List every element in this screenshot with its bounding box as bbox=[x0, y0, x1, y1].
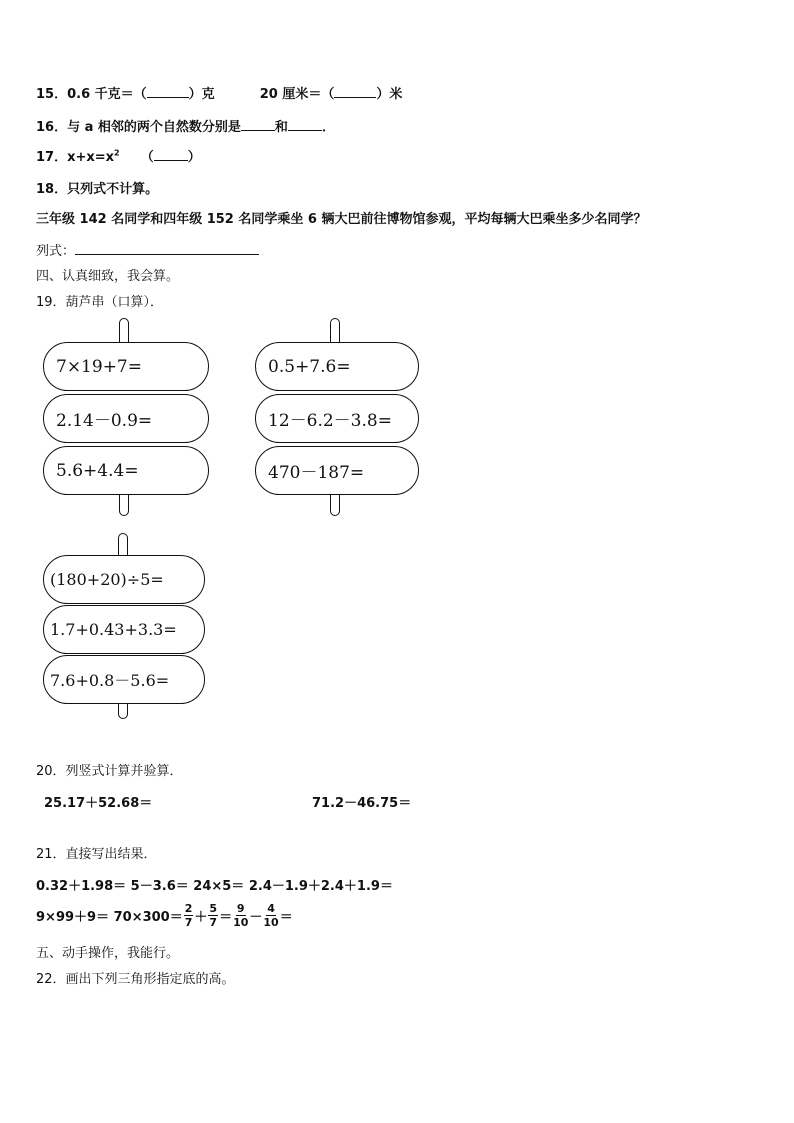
question-18-title: 18．只列式不计算。 bbox=[36, 182, 159, 197]
q17-blank bbox=[154, 147, 188, 161]
q15-part-2: 20 厘米＝（ bbox=[259, 87, 335, 102]
fraction-9-10: $\frac{9}{10}$ bbox=[233, 902, 249, 929]
q15-blank-2 bbox=[334, 84, 376, 98]
q15-blank-1 bbox=[147, 84, 189, 98]
q20-expression-1: 25.17＋52.68＝ bbox=[44, 796, 153, 811]
q20-expression-2: 71.2－46.75＝ bbox=[312, 796, 412, 811]
gourd-string-2 bbox=[255, 318, 419, 516]
q16-text: 16．与 a 相邻的两个自然数分别是 bbox=[36, 120, 241, 135]
q15-label: 15．0.6 千克＝（ bbox=[36, 87, 147, 102]
q15-unit-1: ）克 bbox=[188, 87, 215, 102]
q21-row-2-prefix: 9×99＋9＝ 70×300＝ bbox=[36, 910, 183, 925]
q16-blank-2 bbox=[288, 117, 322, 131]
plus-sign: ＋ bbox=[194, 910, 208, 925]
fraction-5-7: $\frac{5}{7}$ bbox=[209, 902, 218, 929]
fraction-2-7: $\frac{2}{7}$ bbox=[184, 902, 193, 929]
q16-mid: 和 bbox=[274, 120, 288, 135]
q18-answer-label: 列式： bbox=[36, 244, 76, 259]
question-15 bbox=[36, 83, 402, 102]
gourd-3-bead-3: 7.6+0.8－5.6= bbox=[43, 655, 205, 704]
q17-label: 17．x+x=x bbox=[36, 150, 115, 165]
gourd-3-bead-1: (180+20)÷5= bbox=[43, 555, 205, 604]
gourd-1-bead-1: 7×19+7= bbox=[43, 342, 209, 391]
gourd-1-bead-2: 2.14－0.9= bbox=[43, 394, 209, 443]
question-20-title: 20．列竖式计算并验算． bbox=[36, 764, 183, 779]
q17-superscript: 2 bbox=[114, 148, 120, 158]
question-18-problem: 三年级 142 名同学和四年级 152 名同学乘坐 6 辆大巴前往博物馆参观，平均每辆大巴乘坐多少名同学？ bbox=[36, 212, 647, 227]
question-17 bbox=[36, 146, 201, 165]
question-16 bbox=[36, 116, 335, 135]
question-18-answer bbox=[36, 240, 259, 259]
equals-sign: ＝ bbox=[219, 910, 233, 925]
section-5-heading: 五、动手操作，我能行。 bbox=[36, 946, 180, 961]
fraction-4-10: $\frac{4}{10}$ bbox=[263, 902, 279, 929]
q15-unit-2: ）米 bbox=[376, 87, 403, 102]
q17-open: （ bbox=[140, 150, 154, 165]
q16-blank-1 bbox=[241, 117, 275, 131]
q17-close: ） bbox=[187, 150, 201, 165]
equals-sign-end: ＝ bbox=[279, 910, 293, 925]
gourd-string-3 bbox=[43, 533, 205, 719]
gourd-2-bead-2: 12－6.2－3.8= bbox=[255, 394, 419, 443]
q21-row-1: 0.32＋1.98＝ 5－3.6＝ 24×5＝ 2.4－1.9＋2.4＋1.9＝ bbox=[36, 879, 393, 894]
gourd-1-bead-3: 5.6+4.4= bbox=[43, 446, 209, 495]
q16-end: ． bbox=[321, 120, 335, 135]
q21-row-2 bbox=[36, 902, 293, 929]
question-22: 22．画出下列三角形指定底的高。 bbox=[36, 972, 235, 987]
gourd-string-1 bbox=[43, 318, 209, 516]
question-19-title: 19．葫芦串（口算）． bbox=[36, 295, 164, 310]
section-4-heading: 四、认真细致，我会算。 bbox=[36, 269, 180, 284]
question-21-title: 21．直接写出结果． bbox=[36, 847, 157, 862]
q18-answer-blank bbox=[75, 241, 259, 255]
gourd-2-bead-3: 470－187= bbox=[255, 446, 419, 495]
minus-sign: － bbox=[249, 910, 263, 925]
gourd-2-bead-1: 0.5+7.6= bbox=[255, 342, 419, 391]
gourd-3-bead-2: 1.7+0.43+3.3= bbox=[43, 605, 205, 654]
